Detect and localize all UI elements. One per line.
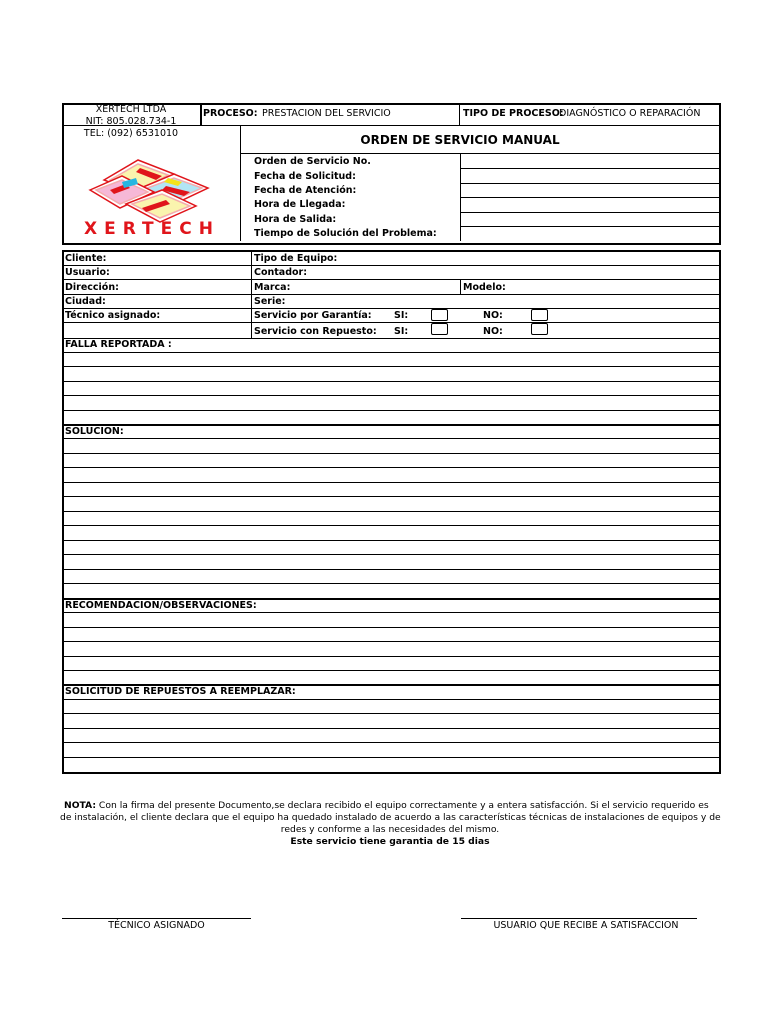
solucion-line (62, 569, 719, 570)
recomendacion-line (62, 670, 719, 671)
order-row-line (460, 183, 719, 184)
client-row-line (62, 322, 719, 323)
client-row-line (62, 279, 719, 280)
marca-label: Marca: (254, 282, 291, 293)
modelo-label: Modelo: (463, 282, 506, 293)
departure-time-label: Hora de Salida: (254, 214, 337, 225)
page-title: ORDEN DE SERVICIO MANUAL (360, 133, 560, 147)
company-name: XERTECH LTDA (95, 104, 167, 115)
tecnico-label: Técnico asignado: (65, 310, 161, 321)
arrival-time-label: Hora de Llegada: (254, 199, 346, 210)
repuestos-line (62, 757, 719, 758)
recomendacion-line (62, 641, 719, 642)
company-logo (66, 150, 238, 238)
recomendacion-line (62, 612, 719, 613)
garantia-si-label: SI: (394, 310, 409, 321)
note-label: NOTA: (64, 800, 97, 811)
ciudad-label: Ciudad: (65, 296, 106, 307)
solution-time-label: Tiempo de Solución del Problema: (254, 228, 437, 239)
repuesto-si-label: SI: (394, 326, 409, 337)
serie-label: Serie: (254, 296, 286, 307)
usuario-signature-label: USUARIO QUE RECIBE A SATISFACCION (493, 920, 679, 931)
solucion-line (62, 525, 719, 526)
repuestos-line (62, 713, 719, 714)
client-row-line (62, 294, 719, 295)
garantia-no-checkbox[interactable] (531, 309, 548, 321)
order-row-line (460, 168, 719, 169)
solucion-header: SOLUCIÓN: (65, 426, 124, 437)
solucion-line (62, 467, 719, 468)
note-line-1 (64, 800, 709, 812)
solucion-line (62, 554, 719, 555)
tipo-proceso-label: TIPO DE PROCESO: (463, 108, 564, 119)
order-row-line (460, 226, 719, 227)
garantia-si-checkbox[interactable] (431, 309, 448, 321)
note-line-3: redes y conforme a las necesidades del mismo. (280, 824, 500, 835)
order-row-line (460, 197, 719, 198)
usuario-signature-line[interactable] (461, 918, 697, 919)
solucion-line (62, 511, 719, 512)
proceso-divider (459, 103, 460, 125)
repuestos-line (62, 742, 719, 743)
repuestos-header: SOLICITUD DE REPUESTOS A REEMPLAZAR: (65, 686, 296, 697)
tecnico-signature-label: TÉCNICO ASIGNADO (108, 920, 205, 931)
solucion-line (62, 583, 719, 584)
tipo-equipo-label: Tipo de Equipo: (254, 253, 338, 264)
solucion-line (62, 482, 719, 483)
company-divider (200, 103, 202, 125)
title-divider (240, 153, 719, 154)
falla-section-end (62, 424, 719, 426)
guarantee-note: Este servicio tiene garantia de 15 dias (290, 836, 490, 847)
note-line-2: de instalación, el cliente declara que el equipo ha quedado instalado de acuerdo a las características técnicas de instalaciones de equipos y de (60, 812, 721, 823)
solucion-line (62, 438, 719, 439)
recomendacion-header: RECOMENDACIÓN/OBSERVACIONES: (65, 600, 257, 611)
garantia-no-label: NO: (483, 310, 503, 321)
usuario-label: Usuario: (65, 267, 110, 278)
solucion-line (62, 540, 719, 541)
tipo-proceso-value: DIAGNÓSTICO O REPARACIÓN (559, 108, 701, 119)
contador-label: Contador: (254, 267, 308, 278)
recomendacion-line (62, 627, 719, 628)
tecnico-signature-line[interactable] (62, 918, 251, 919)
falla-line (62, 395, 719, 396)
note-text-1: Con la firma del presente Documento,se declara recibido el equipo correctamente y a entera satisfacción. Si el servicio requerido es (96, 800, 709, 811)
repuestos-line (62, 728, 719, 729)
solucion-line (62, 453, 719, 454)
order-number-label: Orden de Servicio No. (254, 156, 371, 167)
repuesto-no-label: NO: (483, 326, 503, 337)
solucion-line (62, 496, 719, 497)
falla-line (62, 352, 719, 353)
direccion-label: Dirección: (65, 282, 119, 293)
repuesto-si-checkbox[interactable] (431, 323, 448, 335)
logo-graphic (66, 150, 238, 238)
proceso-value: PRESTACION DEL SERVICIO (262, 108, 391, 119)
garantia-label: Servicio por Garantía: (254, 310, 372, 321)
company-nit: NIT: 805.028.734-1 (85, 116, 177, 127)
falla-line (62, 381, 719, 382)
request-date-label: Fecha de Solicitud: (254, 171, 356, 182)
logo-text: XERTECH (84, 219, 220, 238)
order-row-line (460, 212, 719, 213)
cliente-label: Cliente: (65, 253, 107, 264)
falla-line (62, 366, 719, 367)
falla-reportada-header: FALLA REPORTADA : (65, 339, 172, 350)
attention-date-label: Fecha de Atención: (254, 185, 357, 196)
client-row-line (62, 308, 719, 309)
falla-line (62, 410, 719, 411)
company-tel: TEL: (092) 6531010 (83, 128, 179, 139)
client-row-line (62, 265, 719, 266)
recomendacion-line (62, 656, 719, 657)
proceso-label: PROCESO: (203, 108, 258, 119)
repuesto-no-checkbox[interactable] (531, 323, 548, 335)
repuestos-line (62, 699, 719, 700)
repuesto-label: Servicio con Repuesto: (254, 326, 377, 337)
modelo-divider (460, 279, 461, 294)
